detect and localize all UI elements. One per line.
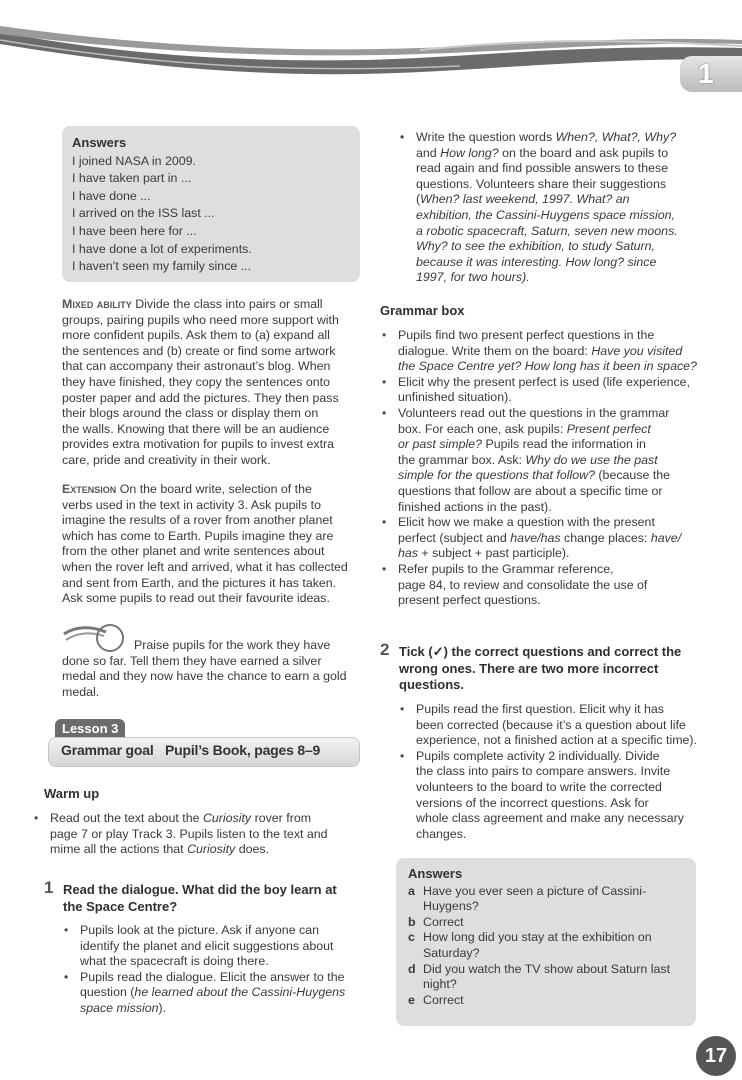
activity-2-list xyxy=(396,702,716,842)
text-line: and sent from Earth, and the pictures it has taken. xyxy=(62,575,337,590)
activity-title-line: Read the dialogue. What did the boy learn at xyxy=(63,882,337,897)
text-line: On the board write, selection of the xyxy=(119,482,312,496)
question-words-list xyxy=(396,130,716,286)
text-line: that can accompany their astronaut’s blog. When xyxy=(62,359,331,374)
list-item: • Pupils find two present perfect questions in the dialogue. Write them on the board: Have you visited the Space Centre yet? How long has it been in space? xyxy=(378,328,718,375)
activity-1-list xyxy=(60,923,365,1017)
page-number: 17 xyxy=(696,1036,736,1076)
text-line: care, pride and creativity in their work. xyxy=(62,452,271,467)
text-line: done so far. Tell them they have earned a silver xyxy=(62,653,322,668)
unit-number: 1 xyxy=(698,58,714,89)
text-line: Divide the class into pairs or small xyxy=(135,297,323,311)
list-item: • Read out the text about the Curiosity rover from page 7 or play Track 3. Pupils listen to the text and mime all the actions that Curiosity does. xyxy=(30,811,360,858)
text-line: they have finished, they copy the sentences onto xyxy=(62,374,330,389)
praise-paragraph xyxy=(62,638,362,700)
answer-item: b Correct xyxy=(408,914,464,929)
list-item: • Volunteers read out the questions in the grammar box. For each one, ask pupils: Present perfect or past simple? Pupils read the information in the grammar box. Ask: Why do we use the past simple for the questions that follow? (because the questions that follow are about a specific time or finished actions in the past). xyxy=(378,406,718,515)
answers-box-right xyxy=(396,858,696,1026)
answers-box-left xyxy=(62,126,360,282)
text-line: from the other planet and write sentences about xyxy=(62,544,325,559)
answer-line: I have done ... xyxy=(72,188,151,203)
activity-title-line: the Space Centre? xyxy=(63,898,178,914)
text-line: medal. xyxy=(62,684,100,699)
text-line: verbs used in the text in activity 3. Ask pupils to xyxy=(62,497,321,512)
answers-heading: Answers xyxy=(72,135,127,150)
answer-item: d Did you watch the TV show about Saturn last night? xyxy=(408,961,671,992)
header-swoosh xyxy=(0,0,742,100)
answer-item: a Have you ever seen a picture of Cassini- Huygens? xyxy=(408,883,647,914)
lesson-tab: Lesson 3 xyxy=(55,719,125,739)
answer-item: c How long did you stay at the exhibition on Saturday? xyxy=(408,930,652,960)
list-item: • Elicit how we make a question with the present perfect (subject and have/has change places: have/ has + subject + past participle). xyxy=(378,515,718,562)
text-line: the walls. Knowing that there will be an audience xyxy=(62,421,330,436)
grammar-box-list xyxy=(378,328,718,609)
answers-list xyxy=(408,884,686,1009)
activity-number: 1 xyxy=(44,878,54,897)
answer-line: I have taken part in ... xyxy=(72,171,192,186)
activity-1-heading xyxy=(44,878,364,914)
list-item: • Pupils look at the picture. Ask if anyone can identify the planet and elicit suggestions about what the spacecraft is doing there. xyxy=(60,923,365,970)
activity-title-line: Tick (✓) the correct questions and correct the xyxy=(399,644,682,659)
warm-up-list xyxy=(30,811,360,858)
text-line: which has come to Earth. Pupils imagine they are xyxy=(62,528,334,543)
unit-tab xyxy=(680,56,742,92)
grammar-goal-label: Grammar goal xyxy=(61,742,154,758)
text-line: medal and they now have the chance to earn a gold xyxy=(62,669,347,684)
answer-line: I have been here for ... xyxy=(72,223,197,238)
answer-line: I have done a lot of experiments. xyxy=(72,241,252,256)
activity-number: 2 xyxy=(380,640,390,659)
grammar-box-heading: Grammar box xyxy=(380,303,465,318)
text-line: Praise pupils for the work they have xyxy=(134,638,331,652)
text-line: their blogs around the class or display them on xyxy=(62,406,319,421)
text-line: imagine the results of a rover from another planet xyxy=(62,513,333,528)
list-item: • Refer pupils to the Grammar reference, page 84, to review and consolidate the use of present perfect questions. xyxy=(378,562,718,609)
extension-paragraph xyxy=(62,482,362,607)
answer-line: I joined NASA in 2009. xyxy=(72,153,196,168)
text-line: poster paper and add the pictures. They then pass xyxy=(62,390,339,405)
text-line: the sentences and (b) create or find some artwork xyxy=(62,343,336,358)
warm-up-heading: Warm up xyxy=(44,786,100,801)
text-line: provides extra motivation for pupils to invest extra xyxy=(62,437,335,452)
text-line: groups, pairing pupils who need more support with xyxy=(62,312,339,327)
list-item: • Elicit why the present perfect is used (life experience, unfinished situation). xyxy=(378,375,718,406)
list-item: • Write the question words When?, What?, Why? and How long? on the board and ask pupils to read again and find possible answers to these questions. Volunteers share their suggestions (When? last weekend, 1997. What? an exhibition, the Cassini-Huygens space mission, a robotic spacecraft, Saturn, seven new moons. Why? to see the exhibition, to study Saturn, because it was interesting. How long? since 1997, for two hours). xyxy=(396,130,716,286)
list-item: • Pupils read the first question. Elicit why it has been corrected (because it’s a question about life experience, not a finished action at a specific time). xyxy=(396,702,716,749)
answer-line: I arrived on the ISS last ... xyxy=(72,206,215,221)
answer-line: I haven’t seen my family since ... xyxy=(72,259,252,274)
mixed-ability-paragraph xyxy=(62,297,362,469)
list-item: • Pupils complete activity 2 individually. Divide the class into pairs to compare answers. Invite volunteers to the board to write the corrected versions of the incorrect questions. Ask for whole class agreement and make any necessary changes. xyxy=(396,749,716,843)
grammar-goal-bar xyxy=(48,737,360,767)
mixed-ability-label: Mixed ability xyxy=(62,297,132,311)
text-line: when the rover left and arrived, what it has collected xyxy=(62,559,348,574)
text-line: Ask some pupils to read out their favourite ideas. xyxy=(62,591,330,606)
activity-2-heading xyxy=(380,640,720,693)
list-item: • Pupils read the dialogue. Elicit the answer to the question (he learned about the Cassini-Huygens space mission). xyxy=(60,970,365,1017)
activity-title-line: wrong ones. There are two more incorrect xyxy=(399,660,659,676)
pupils-book-pages: Pupil’s Book, pages 8–9 xyxy=(164,742,321,758)
extension-label: Extension xyxy=(62,482,117,496)
answer-item: e Correct xyxy=(408,992,464,1007)
answers-heading: Answers xyxy=(408,866,463,881)
text-line: more confident pupils. Ask them to (a) expand all xyxy=(62,328,330,343)
activity-title-line: questions. xyxy=(399,677,465,693)
